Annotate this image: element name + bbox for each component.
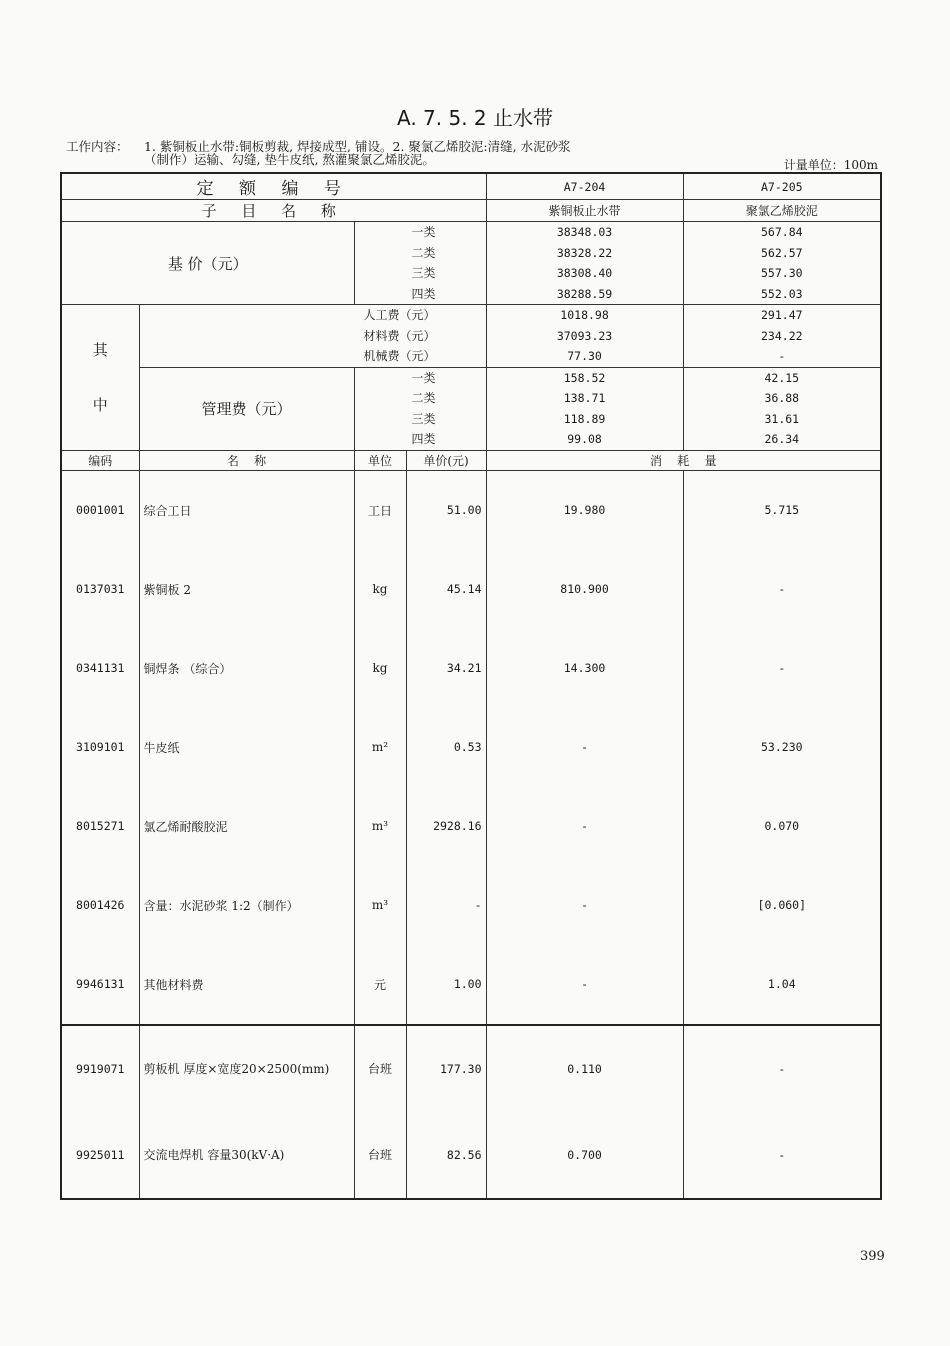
col-header-price: 单价(元) <box>406 450 486 470</box>
table-row <box>61 708 881 787</box>
row-name: 紫铜板 2 <box>139 550 354 629</box>
col-header-unit: 单位 <box>354 450 406 470</box>
row-consumption-2: 1.04 <box>683 945 881 1025</box>
item-name-2: 聚氯乙烯胶泥 <box>683 200 881 222</box>
among-label <box>61 305 139 451</box>
class-label: 四类 <box>411 286 436 301</box>
item-name-label: 子 目 名 称 <box>61 200 486 222</box>
table-row <box>61 550 881 629</box>
row-code: 0001001 <box>61 470 139 550</box>
row-name: 综合工日 <box>139 470 354 550</box>
fee-label: 人工费（元） <box>363 308 436 322</box>
row-consumption-1: 0.700 <box>486 1112 683 1199</box>
row-consumption-2: 0.070 <box>683 787 881 866</box>
class-label: 三类 <box>411 266 436 280</box>
row-code: 8015271 <box>61 787 139 866</box>
row-consumption-2: [0.060] <box>683 866 881 945</box>
quota-no-label: 定 额 编 号 <box>61 173 486 200</box>
row-price: 45.14 <box>406 550 486 629</box>
value-cell: 36.88 <box>764 391 800 405</box>
row-consumption-2: - <box>683 1112 881 1199</box>
base-price-label: 基 价（元） <box>61 222 354 305</box>
row-consumption-1: 14.300 <box>486 629 683 708</box>
class-label: 一类 <box>411 225 436 239</box>
row-code: 3109101 <box>61 708 139 787</box>
fee-label: 机械费（元） <box>363 349 436 363</box>
value-cell: 38348.03 <box>556 225 613 239</box>
row-price: 177.30 <box>406 1025 486 1112</box>
table-row <box>61 470 881 550</box>
row-unit: m² <box>354 708 406 787</box>
col-header-consumption: 消 耗 量 <box>486 450 881 470</box>
row-consumption-2: - <box>683 1025 881 1112</box>
row-consumption-2: 5.715 <box>683 470 881 550</box>
page-title: A. 7. 5. 2 止水带 <box>396 106 553 130</box>
row-name: 交流电焊机 容量30(kV·A) <box>139 1112 354 1199</box>
fee-label: 材料费（元） <box>363 328 436 343</box>
row-consumption-1: 810.900 <box>486 550 683 629</box>
class-label: 一类 <box>411 370 436 385</box>
row-unit: m³ <box>354 866 406 945</box>
row-price: 2928.16 <box>406 787 486 866</box>
row-code: 8001426 <box>61 866 139 945</box>
row-price: 0.53 <box>406 708 486 787</box>
value-cell: - <box>778 349 786 363</box>
class-label: 二类 <box>411 245 436 260</box>
table-row <box>61 945 881 1025</box>
row-name: 牛皮纸 <box>139 708 354 787</box>
row-unit: kg <box>354 629 406 708</box>
base-price-classes <box>354 222 486 305</box>
value-cell: 26.34 <box>764 432 800 446</box>
table-row <box>61 1025 881 1112</box>
measure-unit: 计量单位：100m <box>783 158 878 172</box>
row-price: 1.00 <box>406 945 486 1025</box>
row-code: 9925011 <box>61 1112 139 1199</box>
row-consumption-1: 19.980 <box>486 470 683 550</box>
table-row <box>61 1112 881 1199</box>
value-cell: 557.30 <box>761 266 803 280</box>
table-row <box>61 787 881 866</box>
value-cell: 42.15 <box>764 370 800 385</box>
page-number: 399 <box>860 1249 885 1264</box>
value-cell: 38308.40 <box>556 266 613 280</box>
value-cell: 37093.23 <box>556 328 613 343</box>
row-name: 剪板机 厚度×宽度20×2500(mm) <box>139 1025 354 1112</box>
row-code: 0341131 <box>61 629 139 708</box>
value-cell: 567.84 <box>761 225 803 239</box>
value-cell: 138.71 <box>563 391 606 405</box>
value-cell: 562.57 <box>761 245 803 260</box>
row-name: 其他材料费 <box>139 945 354 1025</box>
row-price: 51.00 <box>406 470 486 550</box>
table-row <box>61 629 881 708</box>
value-cell: 291.47 <box>761 308 803 322</box>
col-header-name: 名 称 <box>139 450 354 470</box>
value-cell: 158.52 <box>563 370 606 385</box>
row-price: 34.21 <box>406 629 486 708</box>
value-cell: 234.22 <box>761 328 803 343</box>
row-unit: kg <box>354 550 406 629</box>
row-consumption-1: - <box>486 708 683 787</box>
row-price: 82.56 <box>406 1112 486 1199</box>
value-cell: 118.89 <box>563 411 606 426</box>
value-cell: 38328.22 <box>556 245 613 260</box>
row-name: 铜焊条 （综合） <box>139 629 354 708</box>
row-unit: 元 <box>354 945 406 1025</box>
row-name: 氯乙烯耐酸胶泥 <box>139 787 354 866</box>
quota-code-2: A7-205 <box>683 173 881 200</box>
row-consumption-1: - <box>486 866 683 945</box>
row-consumption-2: - <box>683 550 881 629</box>
machines-body <box>61 1025 881 1199</box>
work-content-text: 1. 紫铜板止水带:铜板剪裁, 焊接成型, 铺设。2. 聚氯乙烯胶泥:清缝, 水泥砂浆 （制作）运输、勾缝, 垫牛皮纸, 熬灌聚氯乙烯胶泥。 <box>144 139 571 167</box>
work-content-label: 工作内容： <box>66 139 129 154</box>
value-cell: 31.61 <box>764 411 800 426</box>
quota-table <box>60 172 882 1200</box>
class-label: 二类 <box>411 391 436 405</box>
value-cell: 77.30 <box>567 349 602 363</box>
row-price: - <box>406 866 486 945</box>
row-consumption-1: - <box>486 945 683 1025</box>
materials-body <box>61 470 881 1025</box>
table-row <box>61 866 881 945</box>
value-cell: 38288.59 <box>556 286 613 301</box>
row-consumption-2: - <box>683 629 881 708</box>
mgmt-fee-label: 管理费（元） <box>139 367 354 450</box>
row-consumption-1: - <box>486 787 683 866</box>
class-label: 四类 <box>411 432 436 446</box>
among-char-1: 其 <box>92 341 108 360</box>
base-price-values-1 <box>486 222 683 305</box>
quota-code-1: A7-204 <box>486 173 683 200</box>
fee-values-2 <box>683 305 881 368</box>
row-unit: 台班 <box>354 1025 406 1112</box>
fee-values-1 <box>486 305 683 368</box>
row-code: 9919071 <box>61 1025 139 1112</box>
fee-labels <box>139 305 486 368</box>
row-code: 9946131 <box>61 945 139 1025</box>
row-unit: m³ <box>354 787 406 866</box>
row-name: 含量：水泥砂浆 1:2（制作） <box>139 866 354 945</box>
value-cell: 1018.98 <box>560 308 609 322</box>
among-char-2: 中 <box>92 396 108 415</box>
value-cell: 552.03 <box>761 286 803 301</box>
row-consumption-2: 53.230 <box>683 708 881 787</box>
row-unit: 台班 <box>354 1112 406 1199</box>
item-name-1: 紫铜板止水带 <box>486 200 683 222</box>
row-unit: 工日 <box>354 470 406 550</box>
row-consumption-1: 0.110 <box>486 1025 683 1112</box>
row-code: 0137031 <box>61 550 139 629</box>
value-cell: 99.08 <box>567 432 602 446</box>
col-header-code: 编码 <box>61 450 139 470</box>
mgmt-values-2 <box>683 367 881 450</box>
mgmt-classes <box>354 367 486 450</box>
base-price-values-2 <box>683 222 881 305</box>
mgmt-values-1 <box>486 367 683 450</box>
class-label: 三类 <box>411 411 436 426</box>
